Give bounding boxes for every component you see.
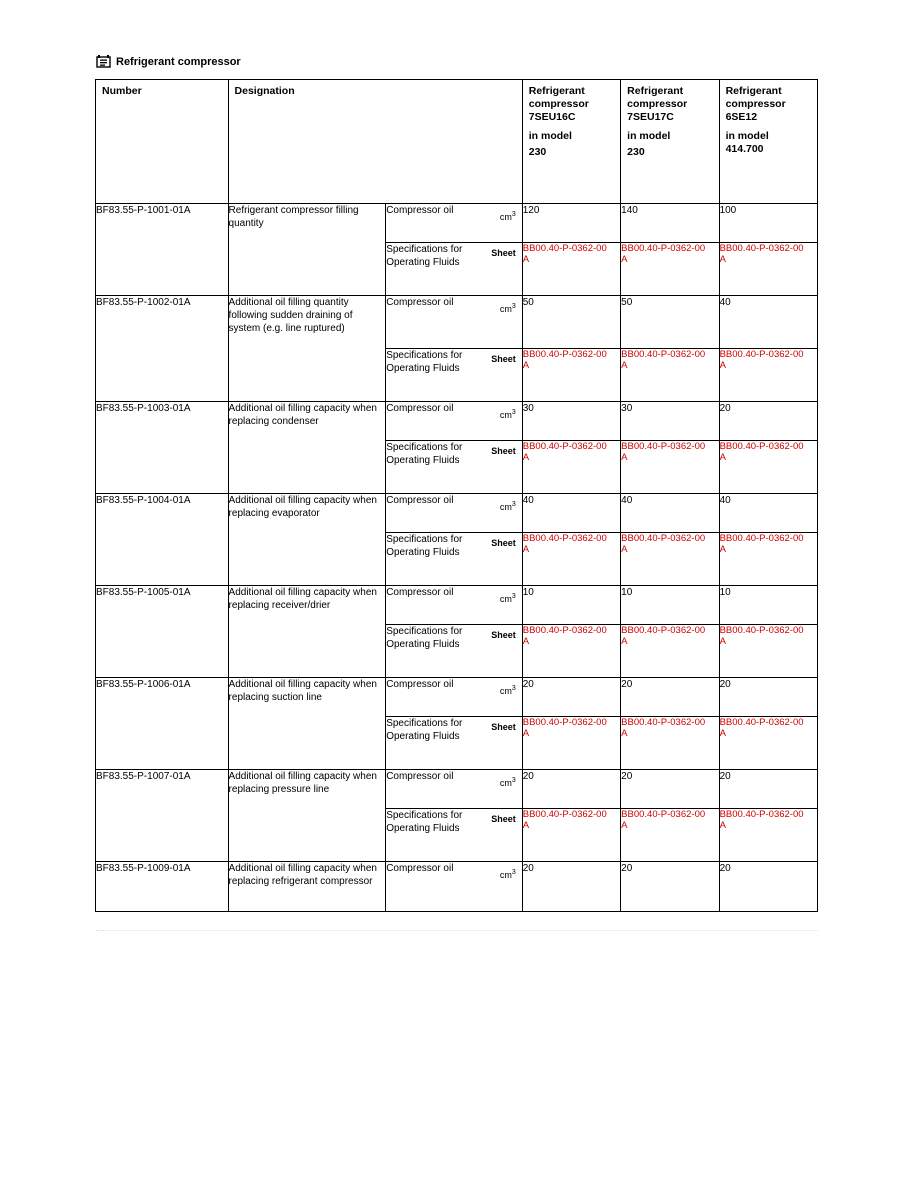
sheet-label: Sheet — [491, 722, 516, 732]
property-label: Specifications for Operating Fluids — [386, 534, 463, 558]
unit-text: cm — [499, 778, 512, 788]
property-label: Compressor oil — [386, 679, 454, 690]
property-specifications — [386, 243, 523, 296]
spec-link-suffix[interactable]: A — [719, 452, 726, 463]
unit-text: cm — [499, 212, 512, 222]
spec-link-suffix[interactable]: A — [719, 544, 726, 555]
property-specifications — [386, 441, 523, 494]
header-label: Refrigerant compressor — [725, 85, 786, 110]
property-compressor-oil — [386, 296, 523, 349]
unit-text: cm — [499, 502, 512, 512]
property-label: Specifications for Operating Fluids — [386, 810, 463, 834]
spec-link-code[interactable]: BB00.40-P-0362-00 — [522, 809, 607, 820]
sheet-label: Sheet — [491, 630, 516, 640]
page-heading — [96, 55, 241, 68]
property-specifications — [386, 625, 523, 678]
property-specifications — [386, 349, 523, 402]
spec-link-suffix[interactable]: A — [522, 360, 530, 371]
page-footer-divider — [96, 930, 818, 935]
row-number: BF83.55-P-1003-01A — [96, 402, 229, 494]
property-compressor-oil — [386, 402, 523, 441]
value-cell: 20 — [522, 862, 620, 912]
spec-link-code[interactable]: BB00.40-P-0362-00 — [522, 625, 607, 636]
value-cell: 120 — [522, 204, 620, 243]
header-number: Number — [96, 80, 229, 204]
spec-link[interactable] — [719, 349, 817, 402]
unit-text: cm — [499, 304, 512, 314]
sheet-label: Sheet — [491, 814, 516, 824]
spec-link-suffix[interactable]: A — [522, 636, 530, 647]
spec-link[interactable] — [522, 349, 620, 402]
property-label: Compressor oil — [386, 771, 454, 782]
spec-link-suffix[interactable]: A — [522, 254, 530, 265]
spec-link[interactable] — [719, 441, 817, 494]
spec-link-code[interactable]: BB00.40-P-0362-00 — [621, 533, 706, 544]
value-cell: 140 — [621, 204, 719, 243]
row-designation: Additional oil filling capacity when replacing suction line — [228, 678, 386, 770]
property-label: Specifications for Operating Fluids — [386, 244, 463, 268]
header-model-name: 6SE12 — [725, 111, 758, 123]
header-label: Refrigerant compressor — [627, 85, 688, 110]
value-cell: 30 — [522, 402, 620, 441]
spec-link-suffix[interactable]: A — [719, 360, 726, 371]
property-label: Specifications for Operating Fluids — [386, 718, 463, 742]
row-number: BF83.55-P-1004-01A — [96, 494, 229, 586]
unit-exponent: 3 — [511, 777, 516, 784]
property-specifications — [386, 533, 523, 586]
value-cell: 20 — [621, 678, 719, 717]
value-cell: 20 — [719, 770, 817, 809]
row-number: BF83.55-P-1002-01A — [96, 296, 229, 402]
row-designation: Additional oil filling capacity when replacing receiver/drier — [228, 586, 386, 678]
table-row — [96, 494, 818, 533]
spec-link-code[interactable]: BB00.40-P-0362-00 — [621, 349, 706, 360]
value-cell: 20 — [719, 678, 817, 717]
spec-link-code[interactable]: BB00.40-P-0362-00 — [719, 243, 804, 254]
header-row — [96, 80, 818, 204]
unit-label — [500, 498, 516, 514]
spec-link[interactable] — [621, 809, 719, 862]
row-number: BF83.55-P-1005-01A — [96, 586, 229, 678]
header-designation: Designation — [228, 80, 522, 204]
property-label: Compressor oil — [386, 297, 454, 308]
spec-link[interactable] — [621, 349, 719, 402]
unit-exponent: 3 — [511, 303, 516, 310]
property-label: Compressor oil — [386, 863, 454, 874]
spec-link-suffix[interactable]: A — [522, 452, 530, 463]
row-designation: Additional oil filling capacity when replacing condenser — [228, 402, 386, 494]
row-designation: Additional oil filling quantity following sudden draining of system (e.g. line ruptured) — [228, 296, 386, 402]
unit-label — [500, 774, 516, 790]
spec-link[interactable] — [719, 809, 817, 862]
header-model: 230 — [627, 146, 645, 158]
unit-text: cm — [499, 686, 512, 696]
spec-link-suffix[interactable]: A — [522, 820, 530, 831]
unit-label — [500, 300, 516, 316]
unit-exponent: 3 — [511, 593, 516, 600]
spec-link-code[interactable]: BB00.40-P-0362-00 — [522, 717, 607, 728]
spec-link[interactable] — [522, 717, 620, 770]
spec-link[interactable] — [719, 243, 817, 296]
spec-link-suffix[interactable]: A — [621, 452, 628, 463]
spec-link[interactable] — [621, 441, 719, 494]
page-title: Refrigerant compressor — [116, 55, 241, 68]
value-cell: 20 — [621, 862, 719, 912]
value-cell: 40 — [719, 296, 817, 349]
property-label: Compressor oil — [386, 205, 454, 216]
spec-link-code[interactable]: BB00.40-P-0362-00 — [719, 533, 804, 544]
spec-link-code[interactable]: BB00.40-P-0362-00 — [621, 809, 706, 820]
value-cell: 30 — [621, 402, 719, 441]
header-model-label: in model — [627, 130, 671, 142]
value-cell: 100 — [719, 204, 817, 243]
spec-table — [95, 79, 818, 912]
unit-text: cm — [499, 594, 512, 604]
spec-link-suffix[interactable]: A — [719, 728, 726, 739]
row-number: BF83.55-P-1009-01A — [96, 862, 229, 912]
spec-link-code[interactable]: BB00.40-P-0362-00 — [522, 533, 607, 544]
spec-link-suffix[interactable]: A — [719, 254, 726, 265]
unit-exponent: 3 — [511, 409, 516, 416]
value-cell: 20 — [522, 770, 620, 809]
unit-label — [500, 590, 516, 606]
property-label: Compressor oil — [386, 495, 454, 506]
spec-link[interactable] — [621, 717, 719, 770]
property-label: Compressor oil — [386, 587, 454, 598]
unit-label — [500, 866, 516, 882]
sheet-label: Sheet — [491, 354, 516, 364]
unit-exponent: 3 — [511, 501, 516, 508]
value-cell: 40 — [719, 494, 817, 533]
property-compressor-oil — [386, 770, 523, 809]
row-designation: Additional oil filling capacity when replacing pressure line — [228, 770, 386, 862]
spec-link-suffix[interactable]: A — [621, 360, 628, 371]
spec-link[interactable] — [621, 533, 719, 586]
unit-exponent: 3 — [511, 685, 516, 692]
value-cell: 40 — [522, 494, 620, 533]
row-designation: Additional oil filling capacity when replacing evaporator — [228, 494, 386, 586]
property-compressor-oil — [386, 494, 523, 533]
table-row — [96, 204, 818, 243]
spec-link-suffix[interactable]: A — [522, 728, 530, 739]
property-specifications — [386, 717, 523, 770]
spec-link-suffix[interactable]: A — [719, 820, 726, 831]
row-designation: Additional oil filling capacity when replacing refrigerant compressor — [228, 862, 386, 912]
header-model-name: 7SEU16C — [528, 111, 576, 123]
spec-link-code[interactable]: BB00.40-P-0362-00 — [719, 441, 804, 452]
value-cell: 10 — [522, 586, 620, 625]
property-label: Specifications for Operating Fluids — [386, 442, 463, 466]
spec-link[interactable] — [719, 625, 817, 678]
value-cell: 10 — [621, 586, 719, 625]
row-number: BF83.55-P-1001-01A — [96, 204, 229, 296]
value-cell: 10 — [719, 586, 817, 625]
value-cell: 20 — [719, 402, 817, 441]
value-cell: 20 — [522, 678, 620, 717]
property-label: Compressor oil — [386, 403, 454, 414]
header-model: 230 — [528, 146, 547, 158]
spec-link-suffix[interactable]: A — [719, 636, 726, 647]
spec-link-code[interactable]: BB00.40-P-0362-00 — [719, 625, 804, 636]
row-number: BF83.55-P-1007-01A — [96, 770, 229, 862]
table-row — [96, 296, 818, 349]
table-row — [96, 770, 818, 809]
unit-label — [500, 682, 516, 698]
table-row — [96, 402, 818, 441]
spec-link[interactable] — [719, 533, 817, 586]
header-model: 414.700 — [725, 143, 764, 155]
spec-link[interactable] — [522, 809, 620, 862]
spec-link-suffix[interactable]: A — [621, 254, 628, 265]
spec-link-suffix[interactable]: A — [621, 636, 628, 647]
unit-exponent: 3 — [511, 869, 516, 876]
spec-link-code[interactable]: BB00.40-P-0362-00 — [621, 243, 706, 254]
spec-link-code[interactable]: BB00.40-P-0362-00 — [719, 809, 804, 820]
property-compressor-oil — [386, 586, 523, 625]
property-compressor-oil — [386, 204, 523, 243]
spec-link-code[interactable]: BB00.40-P-0362-00 — [621, 625, 706, 636]
spec-link-code[interactable]: BB00.40-P-0362-00 — [719, 717, 804, 728]
spec-link-code[interactable]: BB00.40-P-0362-00 — [621, 717, 706, 728]
table-row — [96, 678, 818, 717]
sheet-label: Sheet — [491, 248, 516, 258]
spec-link-suffix[interactable]: A — [522, 544, 530, 555]
header-compressor-3 — [719, 80, 817, 204]
spec-link-code[interactable]: BB00.40-P-0362-00 — [522, 349, 607, 360]
sheet-label: Sheet — [491, 538, 516, 548]
unit-text: cm — [499, 410, 512, 420]
header-model-name: 7SEU17C — [627, 111, 674, 123]
value-cell: 50 — [522, 296, 620, 349]
table-row — [96, 586, 818, 625]
spec-link-code[interactable]: BB00.40-P-0362-00 — [522, 243, 607, 254]
spec-link[interactable] — [522, 441, 620, 494]
header-compressor-2 — [621, 80, 719, 204]
header-compressor-1 — [522, 80, 620, 204]
row-number: BF83.55-P-1006-01A — [96, 678, 229, 770]
value-cell: 40 — [621, 494, 719, 533]
header-model-label: in model — [528, 130, 572, 142]
spec-link[interactable] — [621, 243, 719, 296]
unit-label — [500, 208, 516, 224]
table-row — [96, 862, 818, 912]
spec-link[interactable] — [621, 625, 719, 678]
spec-link-suffix[interactable]: A — [621, 544, 628, 555]
sheet-label: Sheet — [491, 446, 516, 456]
property-label: Specifications for Operating Fluids — [386, 350, 463, 374]
document-info-icon — [96, 55, 111, 68]
spec-link-code[interactable]: BB00.40-P-0362-00 — [522, 441, 607, 452]
row-designation: Refrigerant compressor filling quantity — [228, 204, 386, 296]
spec-link[interactable] — [522, 533, 620, 586]
property-specifications — [386, 809, 523, 862]
spec-link[interactable] — [719, 717, 817, 770]
spec-link-code[interactable]: BB00.40-P-0362-00 — [621, 441, 706, 452]
unit-exponent: 3 — [511, 211, 516, 218]
header-model-label: in model — [725, 130, 769, 142]
value-cell: 50 — [621, 296, 719, 349]
value-cell: 20 — [719, 862, 817, 912]
spec-link[interactable] — [522, 625, 620, 678]
property-compressor-oil — [386, 862, 523, 912]
header-label: Refrigerant compressor — [528, 85, 589, 110]
spec-link-code[interactable]: BB00.40-P-0362-00 — [719, 349, 804, 360]
unit-text: cm — [499, 870, 512, 880]
property-label: Specifications for Operating Fluids — [386, 626, 463, 650]
spec-link-suffix[interactable]: A — [621, 728, 628, 739]
property-compressor-oil — [386, 678, 523, 717]
unit-label — [500, 406, 516, 422]
spec-link[interactable] — [522, 243, 620, 296]
spec-link-suffix[interactable]: A — [621, 820, 628, 831]
value-cell: 20 — [621, 770, 719, 809]
